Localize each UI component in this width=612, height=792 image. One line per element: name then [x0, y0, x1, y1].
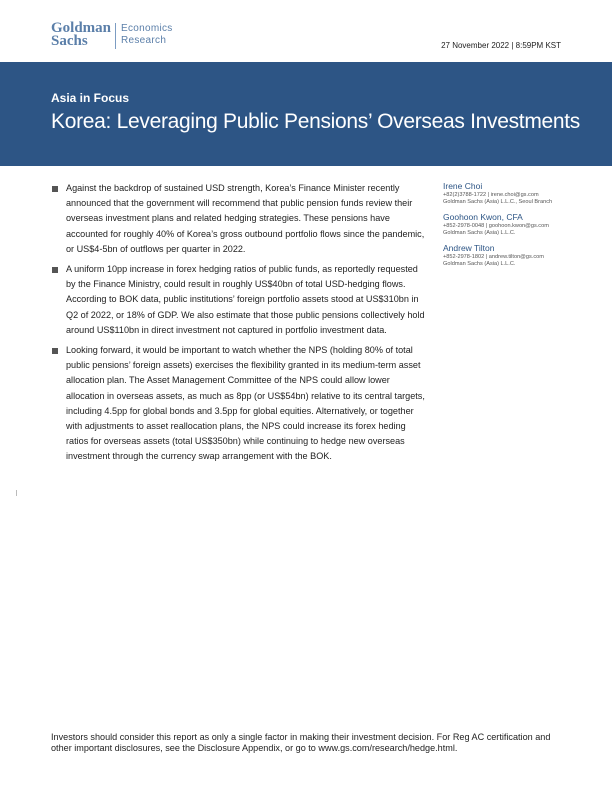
logo-wordmark: Goldman Sachs	[51, 20, 112, 49]
goldman-sachs-logo	[51, 22, 181, 52]
disclosure-footer: Investors should consider this report as only a single factor in making their investment decision. For Reg AC certification and other important disclosures, see the Disclosure Appendix, or go to www.gs.com/research/hedge.html.	[51, 732, 551, 754]
author-card	[443, 181, 573, 206]
author-name[interactable]: Andrew Tilton	[443, 243, 495, 253]
logo-divider	[115, 23, 116, 49]
bullet-square-icon	[52, 186, 58, 192]
summary-bullets	[51, 181, 426, 470]
bullet-item: A uniform 10pp increase in forex hedging ratios of public funds, as reportedly requested by the Finance Ministry, could result in roughly US$40bn of total USD-hedging flows. According to BOK data, public institutions’ foreign portfolio assets stood at US$310bn in Q2 of 2022, or 18% of GDP. We also estimate that those public pensions collectively hold around US$110bn in direct investment not captured in portfolio investment data.	[51, 262, 426, 338]
margin-mark	[16, 490, 17, 496]
series-label: Asia in Focus	[51, 91, 130, 105]
author-contact[interactable]: +852-2978-0048 | goohoon.kwon@gs.com	[443, 223, 549, 229]
bullet-square-icon	[52, 267, 58, 273]
author-firm: Goldman Sachs (Asia) L.L.C.	[443, 261, 516, 267]
author-contact[interactable]: +852-2978-1802 | andrew.tilton@gs.com	[443, 254, 544, 260]
bullet-square-icon	[52, 348, 58, 354]
author-name[interactable]: Goohoon Kwon, CFA	[443, 212, 523, 222]
author-firm: Goldman Sachs (Asia) L.L.C., Seoul Branch	[443, 199, 553, 205]
research-unit-label: Economics Research	[121, 23, 173, 46]
author-card	[443, 243, 573, 268]
title-banner	[0, 62, 612, 166]
bullet-item: Against the backdrop of sustained USD strength, Korea’s Finance Minister recently announced that the government will recommend that public pension funds review their overseas investment plans and related hedging strategies. These pensions have accounted for roughly 40% of Korea’s gross outbound portfolio flows since the pandemic, or US$4-5bn of outflows per quarter in 2022.	[51, 181, 426, 257]
author-name[interactable]: Irene Choi	[443, 181, 483, 191]
bullet-item: Looking forward, it would be important to watch whether the NPS (holding 80% of total public pensions’ foreign assets) exercises the flexibility granted in its medium-term asset allocation plan. The Asset Management Committee of the NPS could allow lower allocation in overseas assets, as much as 8pp (or US$54bn) relative to its central targets, including 4.5pp for global bonds and 3.5pp for global equities. Alternatively, or together with adjustments to asset reallocation plans, the NPS could increase its forex heding ratios for overseas assets (total US$350bn) while continuing to hedge new overseas investment through the currency swap arrangement with the BOK.	[51, 343, 426, 465]
author-sidebar	[443, 181, 573, 274]
author-card	[443, 212, 573, 237]
report-title: Korea: Leveraging Public Pensions’ Overseas Investments	[51, 110, 581, 133]
author-contact[interactable]: +82(2)3788-1722 | irene.choi@gs.com	[443, 192, 539, 198]
page-header	[0, 0, 612, 62]
report-date: 27 November 2022 | 8:59PM KST	[441, 41, 561, 50]
author-firm: Goldman Sachs (Asia) L.L.C.	[443, 230, 516, 236]
